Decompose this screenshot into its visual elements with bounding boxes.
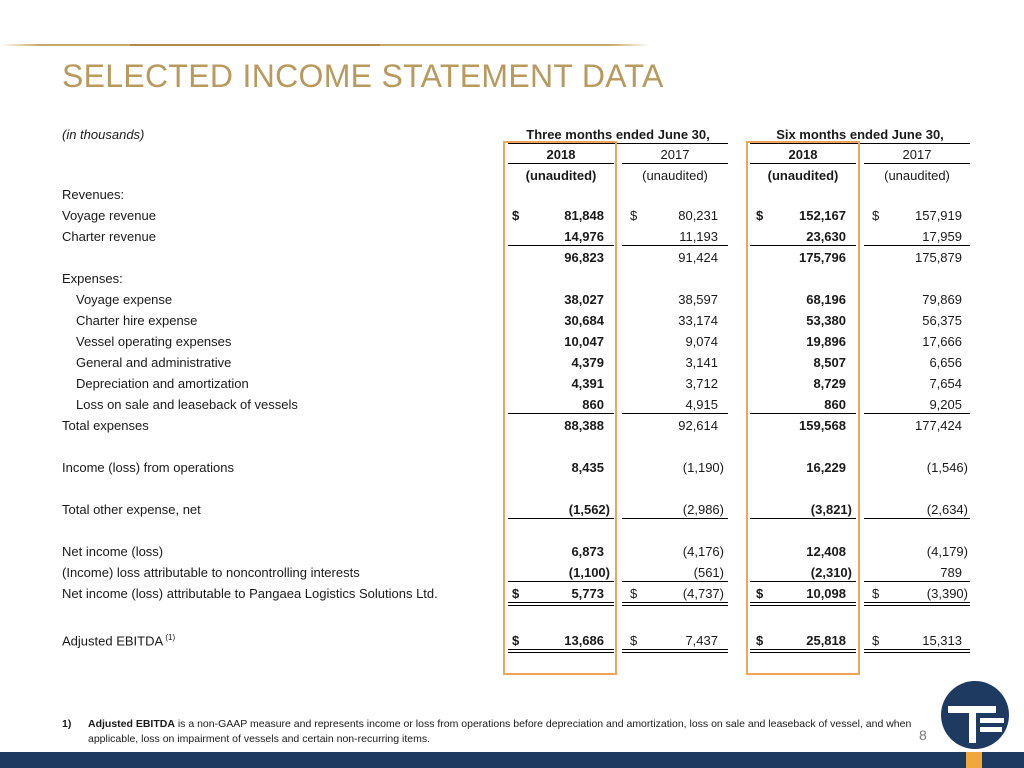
cell-value: 92,614	[678, 418, 718, 433]
cell-value: 177,424	[915, 418, 962, 433]
row-label-text: Depreciation and amortization	[76, 376, 249, 391]
cell-value: 17,959	[922, 229, 962, 244]
currency-symbol: $	[512, 586, 520, 601]
year-header: 2018	[546, 147, 576, 162]
cell-value: 159,568	[799, 418, 846, 433]
pangaea-logo-icon	[940, 680, 1010, 750]
row-label-charter-hire	[76, 313, 197, 328]
cell-value: 14,976	[564, 229, 604, 244]
cell-value: (1,100)	[568, 565, 610, 580]
cell-value: (3,390)	[926, 586, 968, 601]
row-label-voyage-expense	[76, 292, 172, 307]
cell-value: 10,098	[806, 586, 846, 601]
cell-value: (4,176)	[682, 544, 724, 559]
currency-symbol: $	[512, 633, 520, 648]
cell-value: (1,546)	[926, 460, 968, 475]
cell-value: (2,634)	[926, 502, 968, 517]
page-title: SELECTED INCOME STATEMENT DATA	[62, 58, 664, 94]
currency-symbol: $	[630, 633, 638, 648]
cell-value: 19,896	[806, 334, 846, 349]
audit-label: (unaudited)	[642, 168, 708, 183]
cell-value: 88,388	[564, 418, 604, 433]
cell-value: 81,848	[564, 208, 604, 223]
page-number: 8	[919, 727, 927, 743]
cell-value: 11,193	[679, 229, 718, 244]
cell-value: 79,869	[922, 292, 962, 307]
footnote-marker: (1)	[163, 633, 176, 642]
cell-value: 15,313	[922, 633, 962, 648]
row-label-revenues	[62, 187, 124, 202]
year-header: 2017	[902, 147, 932, 162]
row-label-text: Adjusted EBITDA	[62, 633, 164, 649]
cell-value: 7,437	[685, 633, 718, 648]
cell-value: 16,229	[806, 460, 846, 475]
row-label-income-operations	[62, 460, 234, 475]
footnote-term: Adjusted EBITDA	[88, 718, 175, 730]
cell-value: 5,773	[571, 586, 604, 601]
cell-value: 3,712	[685, 376, 718, 391]
subtotal-underline	[622, 413, 728, 414]
row-label-expenses	[62, 271, 123, 286]
cell-value: 157,919	[915, 208, 962, 223]
header-six-months: Six months ended June 30,	[776, 127, 944, 142]
footnote	[62, 717, 912, 747]
cell-value: 8,507	[813, 355, 846, 370]
row-label-net-income	[62, 544, 163, 559]
cell-value: 13,686	[564, 633, 604, 648]
cell-value: 8,729	[813, 376, 846, 391]
cell-value: 68,196	[806, 292, 846, 307]
subtotal-underline	[864, 245, 970, 246]
cell-value: 4,379	[571, 355, 604, 370]
cell-value: (1,562)	[568, 502, 610, 517]
row-label-voyage-revenue	[62, 208, 156, 223]
cell-value: 860	[582, 397, 604, 412]
currency-symbol: $	[630, 586, 638, 601]
header-three-months: Three months ended June 30,	[526, 127, 710, 142]
total-double-underline	[622, 602, 728, 606]
row-label-text: Loss on sale and leaseback of vessels	[76, 397, 298, 412]
row-label-text: Total expenses	[62, 418, 149, 433]
cell-value: (3,821)	[810, 502, 852, 517]
cell-value: 12,408	[806, 544, 846, 559]
cell-value: (4,179)	[926, 544, 968, 559]
year-header: 2018	[788, 147, 818, 162]
footnote-body: is a non-GAAP measure and represents income or loss from operations before depreciation and amortization, loss on sale and leaseback of vessel, and when applicable, loss on impairment of vessels and certain non-recurring items.	[88, 718, 912, 745]
cell-value: 9,205	[929, 397, 962, 412]
cell-value: 3,141	[685, 355, 718, 370]
row-label-charter-revenue	[62, 229, 156, 244]
row-label-text: Income (loss) from operations	[62, 460, 234, 475]
cell-value: 38,597	[678, 292, 718, 307]
subtotal-underline	[864, 413, 970, 414]
footnote-number: 1)	[62, 718, 72, 730]
cell-value: 789	[940, 565, 962, 580]
cell-value: 30,684	[564, 313, 604, 328]
cell-value: 4,915	[685, 397, 718, 412]
footnote-text	[88, 717, 912, 747]
row-label-text: (Income) loss attributable to noncontrolling interests	[62, 565, 360, 580]
cell-value: 80,231	[678, 208, 718, 223]
row-label-text: Charter hire expense	[76, 313, 198, 328]
top-rule-accent	[130, 44, 380, 46]
cell-value: 860	[824, 397, 846, 412]
cell-value: 8,435	[571, 460, 604, 475]
currency-symbol: $	[756, 208, 764, 223]
row-label-text: Revenues:	[62, 187, 125, 202]
subtotal-underline	[622, 518, 728, 519]
highlight-2018-three-months	[503, 141, 617, 675]
subtotal-underline	[622, 245, 728, 246]
currency-symbol: $	[756, 586, 764, 601]
row-label-text: Total other expense, net	[62, 502, 201, 517]
cell-value: (2,986)	[682, 502, 724, 517]
total-double-underline	[622, 649, 728, 653]
highlight-2018-six-months	[746, 141, 860, 675]
audit-label: (unaudited)	[767, 168, 839, 183]
total-double-underline	[864, 602, 970, 606]
cell-value: 152,167	[799, 208, 846, 223]
cell-value: 6,873	[571, 544, 604, 559]
currency-symbol: $	[630, 208, 638, 223]
currency-symbol: $	[872, 586, 880, 601]
row-label-text: General and administrative	[76, 355, 232, 370]
cell-value: 96,823	[564, 250, 604, 265]
cell-value: 17,666	[922, 334, 962, 349]
cell-value: 7,654	[929, 376, 962, 391]
cell-value: (1,190)	[682, 460, 724, 475]
cell-value: 4,391	[571, 376, 604, 391]
total-double-underline	[864, 649, 970, 653]
subtotal-underline	[864, 518, 970, 519]
audit-label: (unaudited)	[884, 168, 950, 183]
cell-value: 9,074	[685, 334, 718, 349]
row-label-text: Charter revenue	[62, 229, 156, 244]
row-label-text: Voyage revenue	[62, 208, 156, 223]
row-label-noncontrolling	[62, 565, 360, 580]
cell-value: 38,027	[564, 292, 604, 307]
currency-symbol: $	[756, 633, 764, 648]
cell-value: 175,879	[915, 250, 962, 265]
cell-value: 23,630	[806, 229, 846, 244]
cell-value: 6,656	[929, 355, 962, 370]
row-label-loss-on-sale	[76, 397, 298, 412]
row-label-text: Vessel operating expenses	[76, 334, 232, 349]
cell-value: (2,310)	[810, 565, 852, 580]
row-label-text: Net income (loss) attributable to Pangaea Logistics Solutions Ltd.	[62, 586, 438, 601]
row-label-text: Voyage expense	[76, 292, 173, 307]
audit-label: (unaudited)	[525, 168, 597, 183]
row-label-text: Net income (loss)	[62, 544, 164, 559]
row-label-general-admin	[76, 355, 231, 370]
cell-value: 56,375	[922, 313, 962, 328]
cell-value: 10,047	[564, 334, 604, 349]
row-label-depreciation	[76, 376, 249, 391]
cell-value: 175,796	[799, 250, 846, 265]
cell-value: (4,737)	[682, 586, 724, 601]
year-underline	[864, 163, 970, 164]
cell-value: (561)	[693, 565, 724, 580]
bottom-bar	[0, 752, 1024, 768]
cell-value: 53,380	[806, 313, 846, 328]
currency-symbol: $	[512, 208, 520, 223]
bottom-accent	[966, 752, 982, 768]
row-label-total-expenses	[62, 418, 149, 433]
year-underline	[622, 163, 728, 164]
row-label-other-expense	[62, 502, 201, 517]
subtotal-underline	[622, 581, 728, 582]
cell-value: 33,174	[678, 313, 718, 328]
row-label-net-income-pangaea	[62, 586, 438, 601]
cell-value: 91,424	[678, 250, 718, 265]
row-label-text: Expenses:	[62, 271, 123, 286]
subtotal-underline	[864, 581, 970, 582]
currency-symbol: $	[872, 633, 880, 648]
cell-value: 25,818	[806, 633, 846, 648]
currency-symbol: $	[872, 208, 880, 223]
unit-note: (in thousands)	[62, 127, 145, 142]
row-label-adjusted-ebitda	[62, 633, 175, 648]
row-label-vessel-operating	[76, 334, 231, 349]
year-header: 2017	[660, 147, 690, 162]
